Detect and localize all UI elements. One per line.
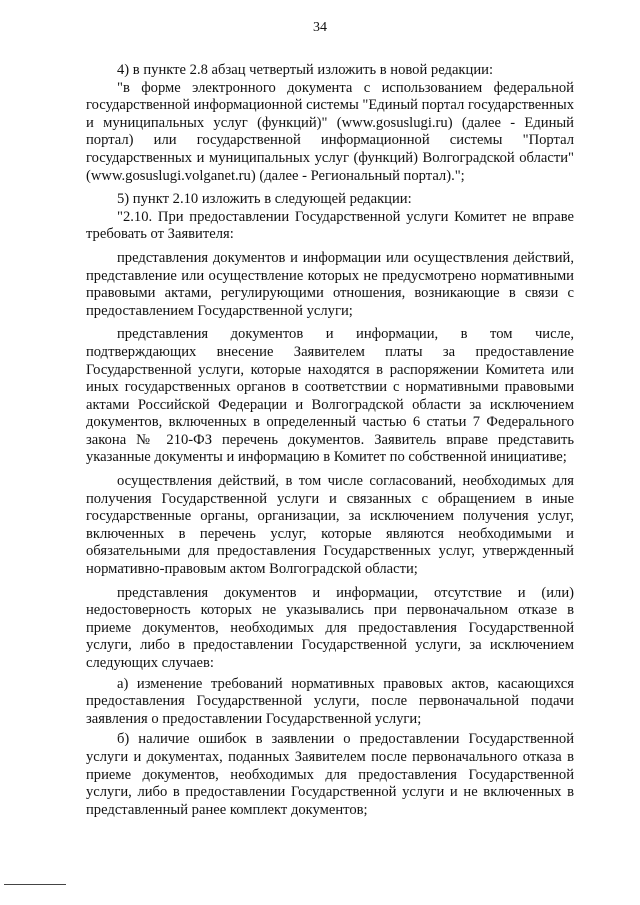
paragraph-requirement-2: представления документов и информации, в том числе, подтверждающих внесение Заявителем платы за предоставление Государственной услуги, которые находятся в распоряжении Комитета или иных государственных органов в соответствии с нормативными правовыми актами Российской Федерации и Волгоградской области за исключением документов, включенных в определенный частью 6 статьи 7 Федерального закона № 210-ФЗ перечень документов. Заявитель вправе представить указанные документы и информацию в Комитет по собственной инициативе; (86, 326, 574, 466)
document-body (86, 62, 574, 819)
paragraph-requirement-4: представления документов и информации, отсутствие и (или) недостоверность которых не указывались при первоначальном отказе в приеме документов, необходимых для предоставления Государственной услуги, либо в предоставлении Государственной услуги, за исключением следующих случаев: (86, 584, 574, 671)
paragraph-item-4: 4) в пункте 2.8 абзац четвертый изложить в новой редакции: (117, 62, 493, 78)
paragraph-case-a: а) изменение требований нормативных правовых актов, касающихся предоставления Государственной услуги, после первоначальной подачи заявления о предоставлении Государственной услуги; (86, 675, 574, 727)
paragraph-case-b: б) наличие ошибок в заявлении о предоставлении Государственной услуги и документах, поданных Заявителем после первоначального отказа в приеме документов, необходимых для предоставления Государственной услуги, либо в предоставлении Государственной услуги и не включенных в представленный ранее комплект документов; (86, 731, 574, 818)
paragraph-clause-2-10: "2.10. При предоставлении Государственной услуги Комитет не вправе требовать от Заявителя: (86, 208, 574, 243)
paragraph-requirement-1: представления документов и информации или осуществления действий, представление или осуществление которых не предусмотрено нормативными правовыми актами, регулирующими отношения, возникающие в связи с предоставлением Государственной услуги; (86, 249, 574, 319)
paragraph-requirement-3: осуществления действий, в том числе согласований, необходимых для получения Государственной услуги и связанных с обращением в иные государственные органы, организации, за исключением получения услуг, включенных в перечень услуг, которые являются необходимыми и обязательными для предоставления Государственных услуг, утвержденный нормативно-правовым актом Волгоградской области; (86, 473, 574, 578)
paragraph-quoted-clause: "в форме электронного документа с использованием федеральной государственной информационной системы "Единый портал государственных и муниципальных услуг (функций)" (www.gosuslugi.ru) (далее - Единый портал) или государственной информационной системы "Портал государственных и муниципальных услуг (функций) Волгоградской области" (www.gosuslugi.volganet.ru) (далее - Региональный портал)."; (86, 79, 574, 184)
paragraph-item-5: 5) пункт 2.10 изложить в следующей редакции: (117, 191, 412, 208)
footnote-divider (4, 884, 66, 885)
page-number: 34 (313, 20, 327, 35)
